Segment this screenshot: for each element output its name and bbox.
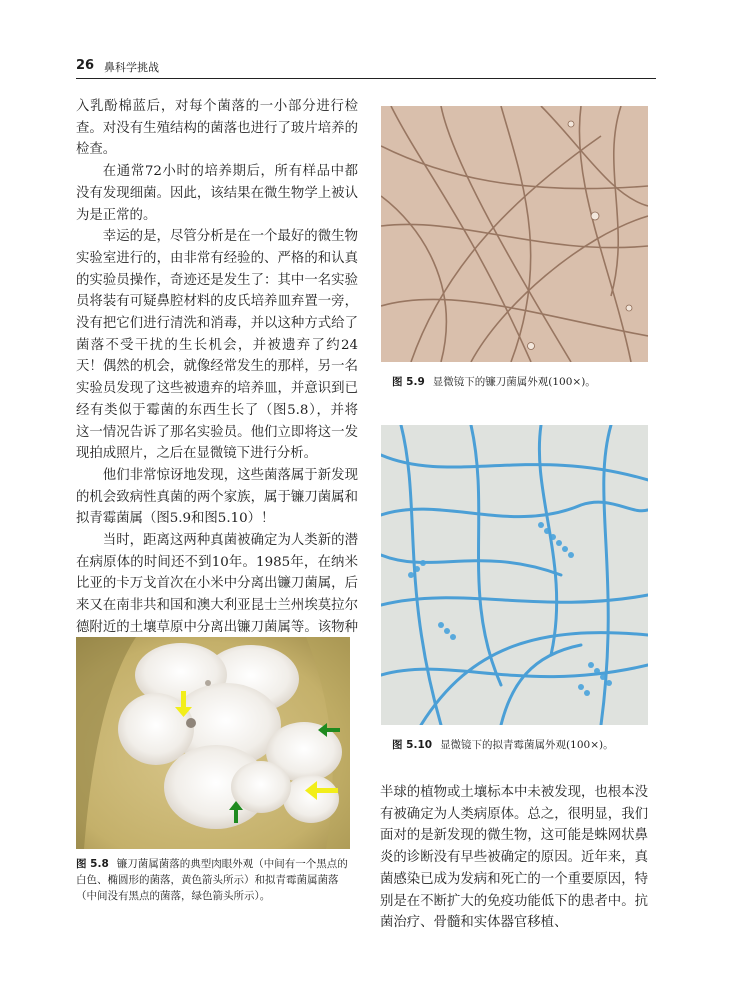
figure-5-8-photo xyxy=(76,637,350,849)
page-header xyxy=(76,52,656,79)
caption-text: 显微镜下的镰刀菌属外观(100×)。 xyxy=(432,376,596,388)
right-text-column xyxy=(380,782,648,934)
figure-5-9-caption xyxy=(392,374,652,390)
colony-photo-svg xyxy=(76,637,350,849)
figure-label: 图 5.8 xyxy=(76,858,109,870)
paragraph: 在通常72小时的培养期后，所有样品中都没有发现细菌。因此，该结果在微生物学上被认为是正常的。 xyxy=(76,164,358,223)
paragraph: 幸运的是，尽管分析是在一个最好的微生物实验室进行的，由非常有经验的、严格的和认真的实验员操作，奇迹还是发生了：其中一名实验员将装有可疑鼻腔材料的皮氏培养皿弃置一旁，没有把它们进行清洗和消毒，并以这种方式给了菌落不受干扰的生长机会，并被遗弃了约24天！偶然的机会，就像经常发生的那样，另一名实验员发现了这些被遗弃的培养皿，并意识到已经有类似于霉菌的东西生长了（图5.8），并将这一情况告诉了那名实验员。他们立即将这一发现拍成照片，之后在显微镜下进行分析。 xyxy=(76,229,358,462)
caption-text: 镰刀菌属菌落的典型肉眼外观（中间有一个黑点的白色、椭圆形的菌落，黄色箭头所示）和拟青霉菌属菌落（中间没有黑点的菌落，绿色箭头所示）。 xyxy=(76,858,348,902)
paragraph: 入乳酚棉蓝后，对每个菌落的一小部分进行检查。对没有生殖结构的菌落也进行了玻片培养的检查。 xyxy=(76,99,358,158)
figure-5-8-caption xyxy=(76,856,356,904)
figure-5-10-caption xyxy=(392,737,652,753)
figure-5-9-micrograph xyxy=(381,106,648,362)
running-title: 鼻科学挑战 xyxy=(104,61,159,74)
paragraph: 他们非常惊讶地发现，这些菌落属于新发现的机会致病性真菌的两个家族，属于镰刀菌属和拟青霉菌属（图5.9和图5.10）！ xyxy=(76,467,358,527)
paecilomyces-micrograph-svg xyxy=(381,425,648,725)
paragraph: 当时，距离这两种真菌被确定为人类新的潜在病原体的时间还不到10年。1985年，在纳米比亚的卡万戈首次在小米中分离出镰刀菌属，后来又在南非共和国和澳大利亚昆士兰州埃莫拉尔德附近的土壤草原中分离出镰刀菌属等。该物种 xyxy=(76,533,358,635)
fusarium-micrograph-svg xyxy=(381,106,648,362)
figure-5-10-micrograph xyxy=(381,425,648,725)
figure-label: 图 5.9 xyxy=(392,376,425,388)
figure-label: 图 5.10 xyxy=(392,739,433,751)
page-number: 26 xyxy=(76,58,95,73)
left-text-column xyxy=(76,96,358,660)
caption-text: 显微镜下的拟青霉菌属外观(100×)。 xyxy=(440,739,614,751)
paragraph: 半球的植物或土壤标本中未被发现，也根本没有被确定为人类病原体。总之，很明显，我们面对的是新发现的微生物，这可能是蛛网状鼻炎的诊断没有早些被确定的原因。近年来，真菌感染已成为发病和死亡的一个重要原因，特别是在不断扩大的免疫功能低下的患者中。抗菌治疗、骨髓和实体器官移植、 xyxy=(380,785,648,931)
